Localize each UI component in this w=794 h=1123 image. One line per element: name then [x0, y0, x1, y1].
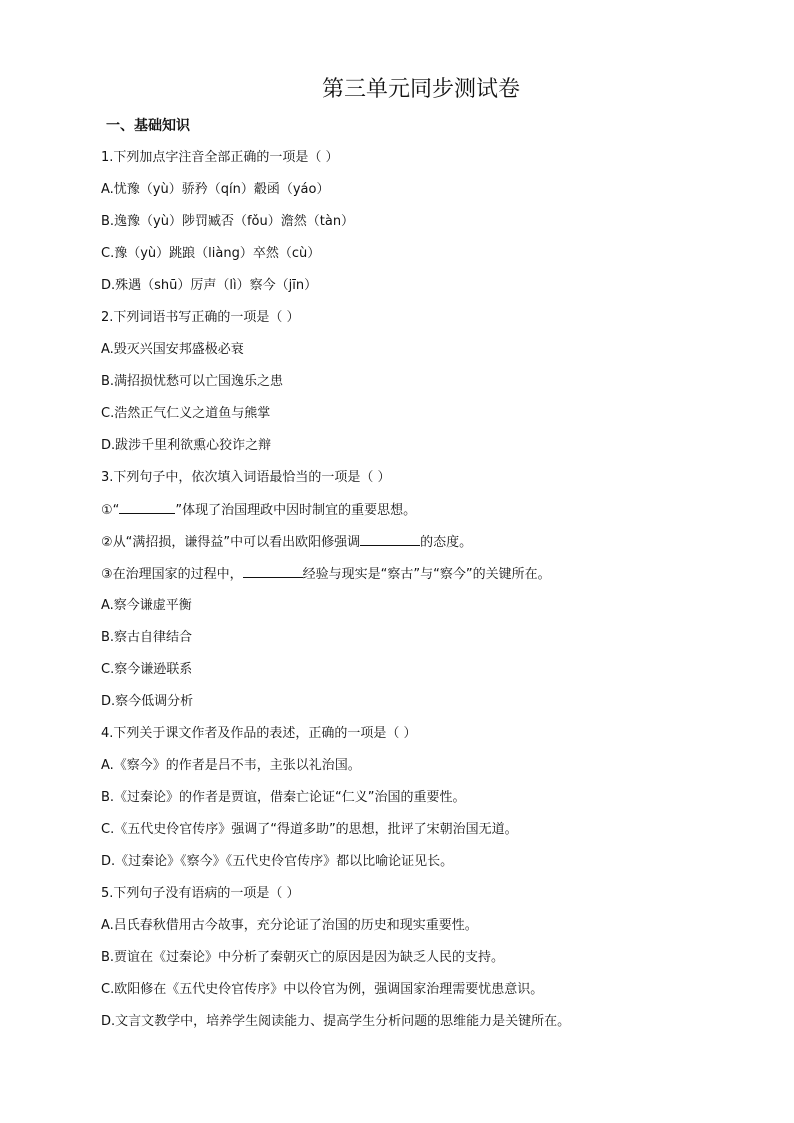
- fill-blank-2: [360, 531, 420, 546]
- page-title: 第三单元同步测试卷: [321, 77, 520, 102]
- question-5-option-c: C.欧阳修在《五代史伶官传序》中以伶官为例，强调国家治理需要忧患意识。: [101, 982, 544, 997]
- question-4-option-d: D.《过秦论》《察今》《五代史伶官传序》都以比喻论证见长。: [101, 854, 454, 869]
- question-list: [101, 147, 701, 1043]
- question-3-sentence-1: [101, 499, 701, 531]
- sentence-1-start: ①“: [101, 503, 120, 518]
- question-3-option-a: A.察今谦虚平衡: [101, 598, 192, 613]
- question-5-stem: 5.下列句子没有语病的一项是（ ）: [101, 886, 300, 901]
- question-3-sentence-2: [101, 531, 701, 563]
- sentence-2-end: 的态度。: [420, 535, 473, 550]
- question-4-option-a: A.《察今》的作者是吕不韦，主张以礼治国。: [101, 758, 361, 773]
- question-2-option-d: D.跋涉千里利欲熏心狡诈之辩: [101, 438, 272, 453]
- sentence-1-end: ”体现了治国理政中因时制宜的重要思想。: [175, 503, 417, 518]
- question-5-option-b: B.贾谊在《过秦论》中分析了秦朝灭亡的原因是因为缺乏人民的支持。: [101, 950, 505, 965]
- question-1-option-d: D.殊遇（shū）厉声（lì）察今（jīn）: [101, 278, 318, 293]
- question-2-stem: 2.下列词语书写正确的一项是（ ）: [101, 310, 300, 325]
- question-1-option-b: B.逸豫（yù）陟罚臧否（fǒu）澹然（tàn）: [101, 214, 355, 229]
- question-1-stem: 1.下列加点字注音全部正确的一项是（ ）: [101, 150, 339, 165]
- question-1-option-c: C.豫（yù）跳踉（liàng）卒然（cù）: [101, 246, 321, 261]
- sentence-3-end: 经验与现实是“察古”与“察今”的关键所在。: [302, 567, 551, 582]
- section-heading: 一、基础知识: [106, 118, 190, 134]
- question-1-option-a: A.忧豫（yù）骄矜（qín）觳函（yáo）: [101, 182, 330, 197]
- question-4-option-c: C.《五代史伶官传序》强调了“得道多助”的思想，批评了宋朝治国无道。: [101, 822, 518, 837]
- question-2-option-a: A.毁灭兴国安邦盛极必衰: [101, 342, 244, 357]
- question-5-option-d: D.文言文教学中，培养学生阅读能力、提高学生分析问题的思维能力是关键所在。: [101, 1014, 571, 1029]
- question-3-stem: 3.下列句子中，依次填入词语最恰当的一项是（ ）: [101, 470, 391, 485]
- question-2-option-c: C.浩然正气仁义之道鱼与熊掌: [101, 406, 271, 421]
- question-5-option-a: A.吕氏春秋借用古今故事，充分论证了治国的历史和现实重要性。: [101, 918, 478, 933]
- question-3-option-d: D.察今低调分析: [101, 694, 194, 709]
- fill-blank-1: [119, 499, 175, 514]
- question-4-option-b: B.《过秦论》的作者是贾谊，借秦亡论证“仁义”治国的重要性。: [101, 790, 466, 805]
- question-3-sentence-3: [101, 563, 701, 595]
- question-2-option-b: B.满招损忧愁可以亡国逸乐之患: [101, 374, 284, 389]
- sentence-3-start: ③在治理国家的过程中，: [101, 567, 243, 582]
- fill-blank-3: [243, 563, 303, 578]
- question-3-option-c: C.察今谦逊联系: [101, 662, 193, 677]
- sentence-2-start: ②从“满招损，谦得益”中可以看出欧阳修强调: [101, 535, 361, 550]
- question-4-stem: 4.下列关于课文作者及作品的表述，正确的一项是（ ）: [101, 726, 417, 741]
- question-3-option-b: B.察古自律结合: [101, 630, 193, 645]
